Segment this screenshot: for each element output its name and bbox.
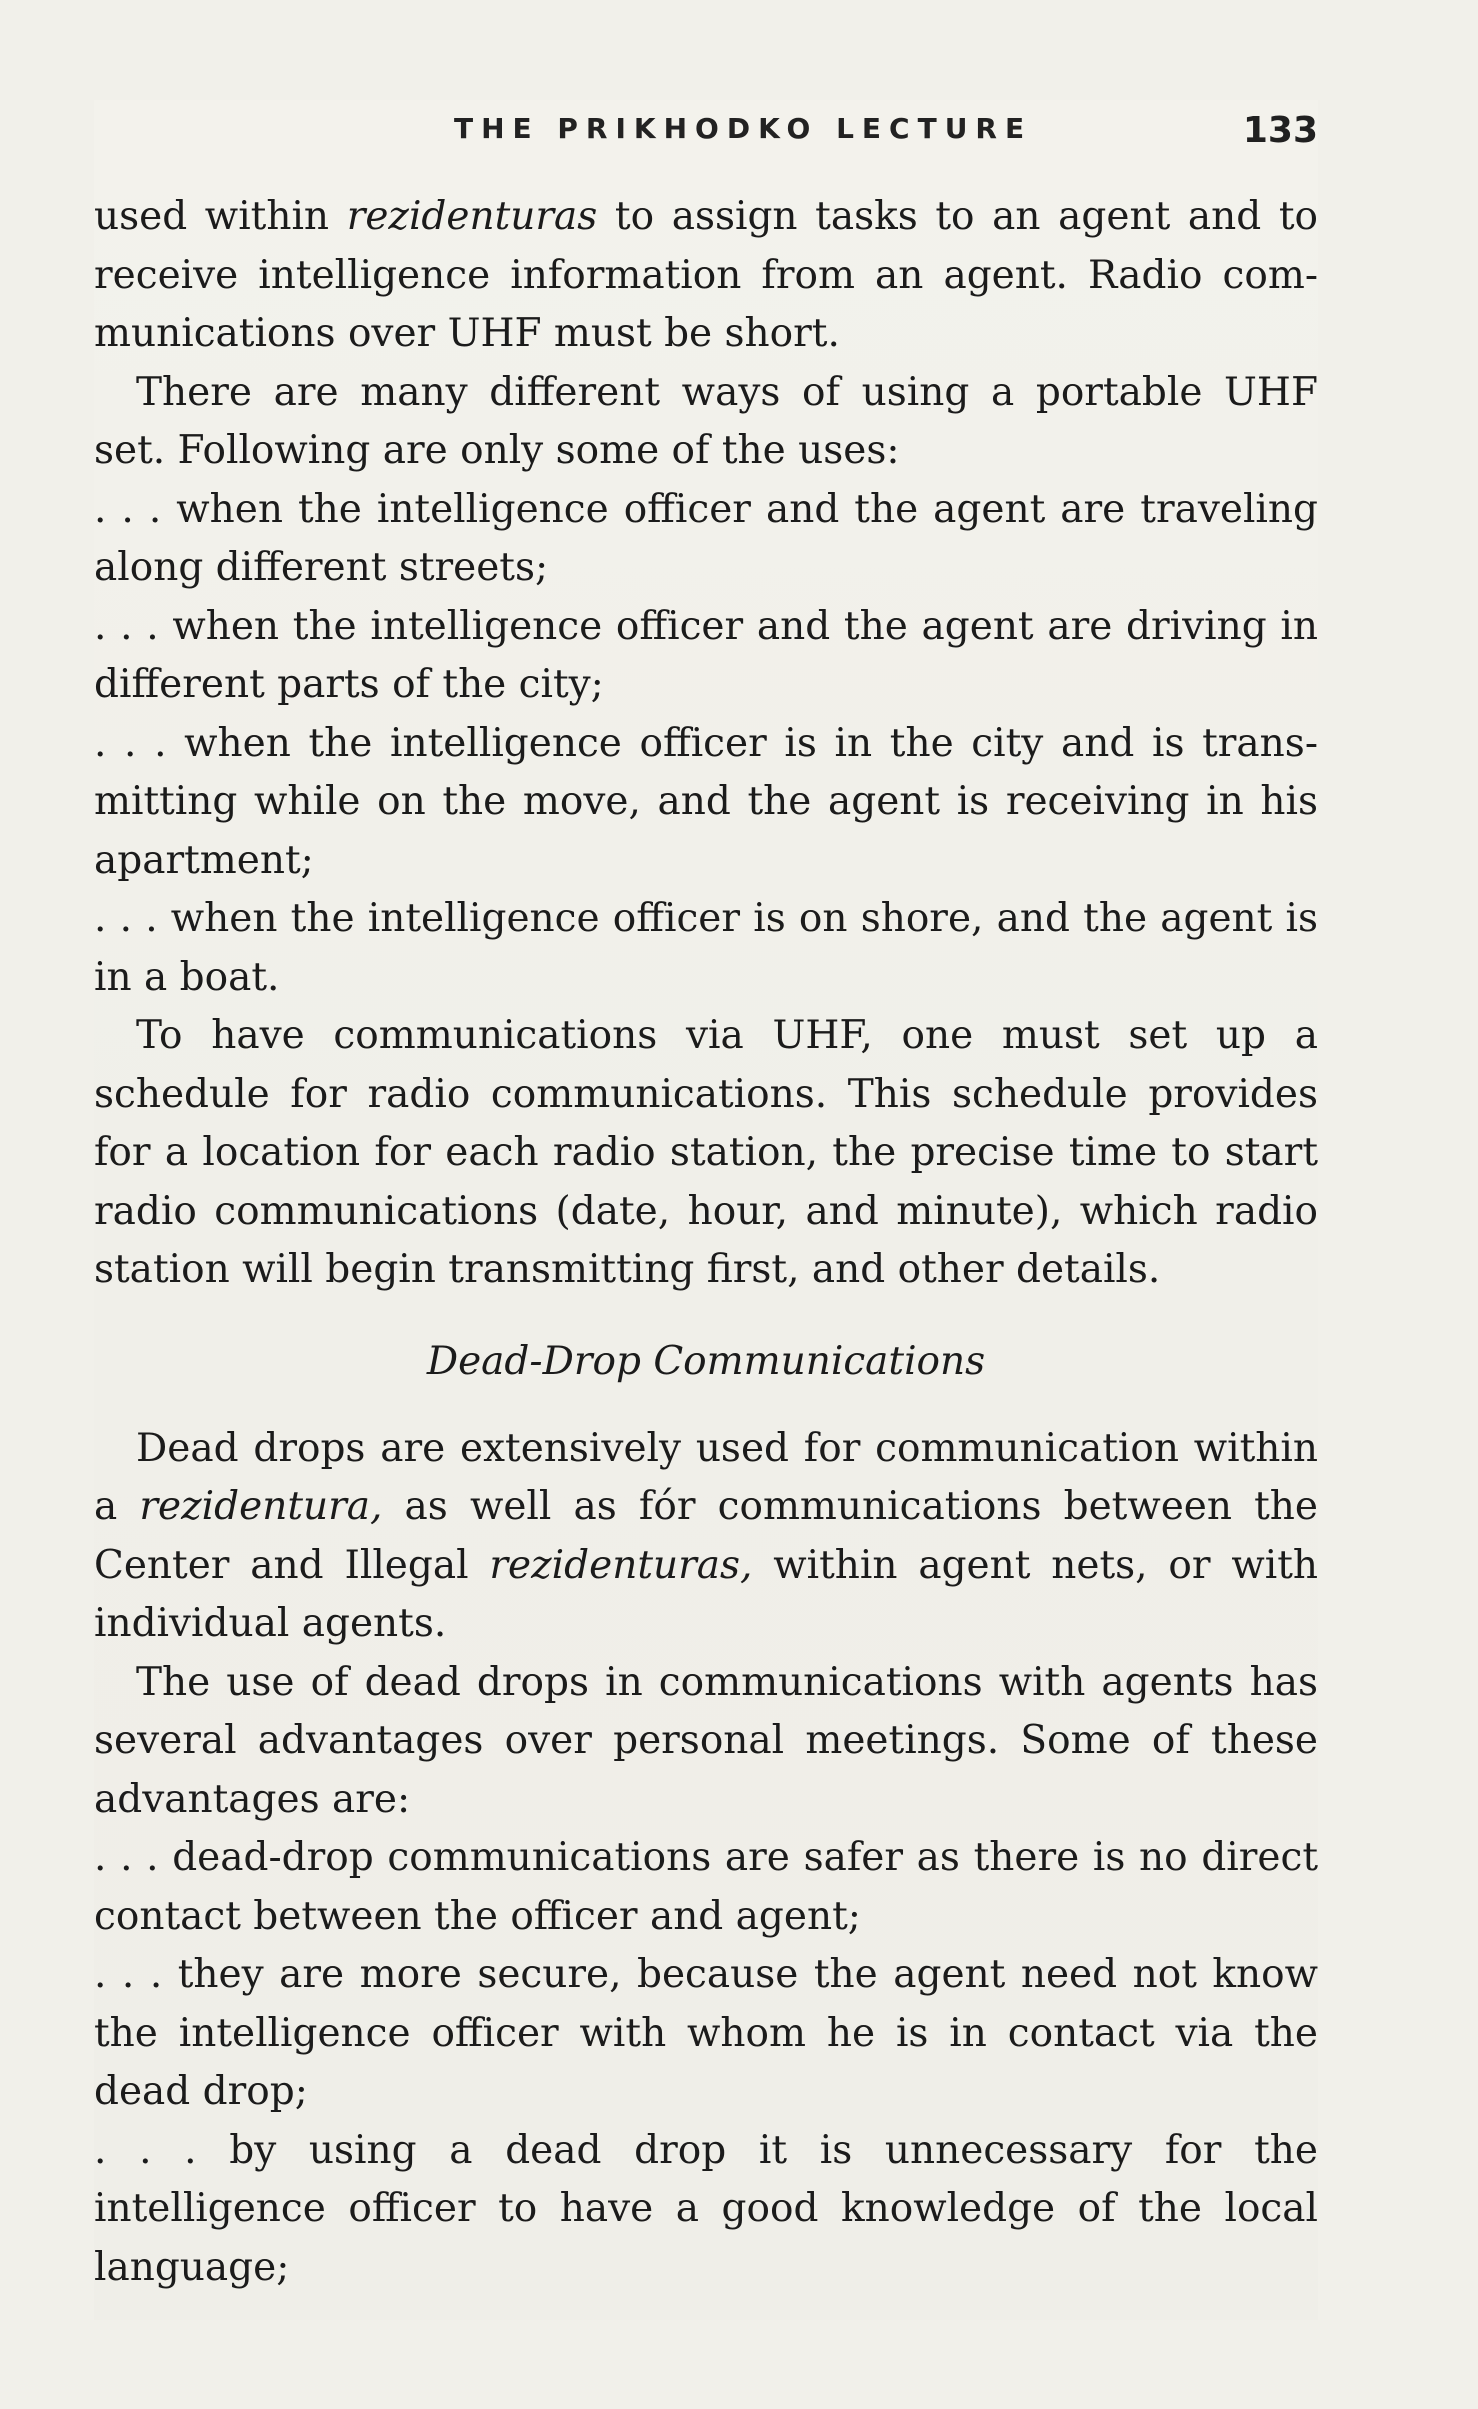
paragraph-advantages-intro: The use of dead drops in communications with agents has several advantages over personal meetings. Some of these advantages are: — [94, 1659, 1318, 1822]
list-item-more-secure: . . . they are more secure, because the agent need not know the intelligence officer with whom he is in contact via the dead drop; — [94, 1952, 1318, 2114]
paragraph-text: to assign tasks to an agent and to receive intelligence information from an agent. Radio communications over UHF must be short. — [94, 194, 1319, 356]
body-text — [94, 188, 1318, 2297]
paragraph-dead-drops-usage — [94, 1420, 1318, 1654]
page-number: 133 — [1242, 110, 1318, 151]
list-item-traveling: . . . when the intelligence officer and the agent are traveling along different streets; — [94, 486, 1318, 590]
italic-term: rezidenturas, — [489, 1542, 753, 1588]
list-item-driving: . . . when the intelligence officer and the agent are driving in different parts of the city; — [94, 603, 1318, 707]
book-page — [94, 100, 1318, 2320]
paragraph-uhf-uses-intro: There are many different ways of using a portable UHF set. Following are only some of the uses: — [94, 369, 1318, 473]
list-item-boat: . . . when the intelligence officer is on shore, and the agent is in a boat. — [94, 896, 1318, 1000]
paragraph-text: as well as fór communications between the Center and Illegal — [94, 1484, 1318, 1588]
italic-term: rezidentura, — [139, 1484, 383, 1529]
running-title: THE PRIKHODKO LECTURE — [454, 112, 1033, 145]
paragraph-continuation — [94, 188, 1318, 364]
paragraph-text: Dead drops are extensively used for communication within a — [94, 1425, 1318, 1529]
running-head — [94, 100, 1318, 160]
section-heading: Dead-Drop Communications — [426, 1338, 986, 1384]
italic-term: rezidenturas — [346, 194, 598, 239]
paragraph-text: used within — [94, 194, 347, 239]
list-item-language: . . . by using a dead drop it is unnecessary for the intelligence officer to have a good knowledge of the local language; — [94, 2127, 1318, 2290]
paragraph-radio-schedule: To have communications via UHF, one must set up a schedule for radio communications. This schedule provides for a location for each radio station, the precise time to start radio communications (date, hour, and minute), which radio station will begin transmitting first, and other details. — [94, 1013, 1318, 1292]
paragraph-text: within agent nets, or with individual agents. — [94, 1542, 1318, 1646]
list-item-transmitting: . . . when the intelligence officer is in the city and is transmitting while on the move, and the agent is receiving in his apartment; — [94, 720, 1318, 883]
list-item-safer: . . . dead-drop communications are safer as there is no direct contact between the officer and agent; — [94, 1835, 1318, 1939]
